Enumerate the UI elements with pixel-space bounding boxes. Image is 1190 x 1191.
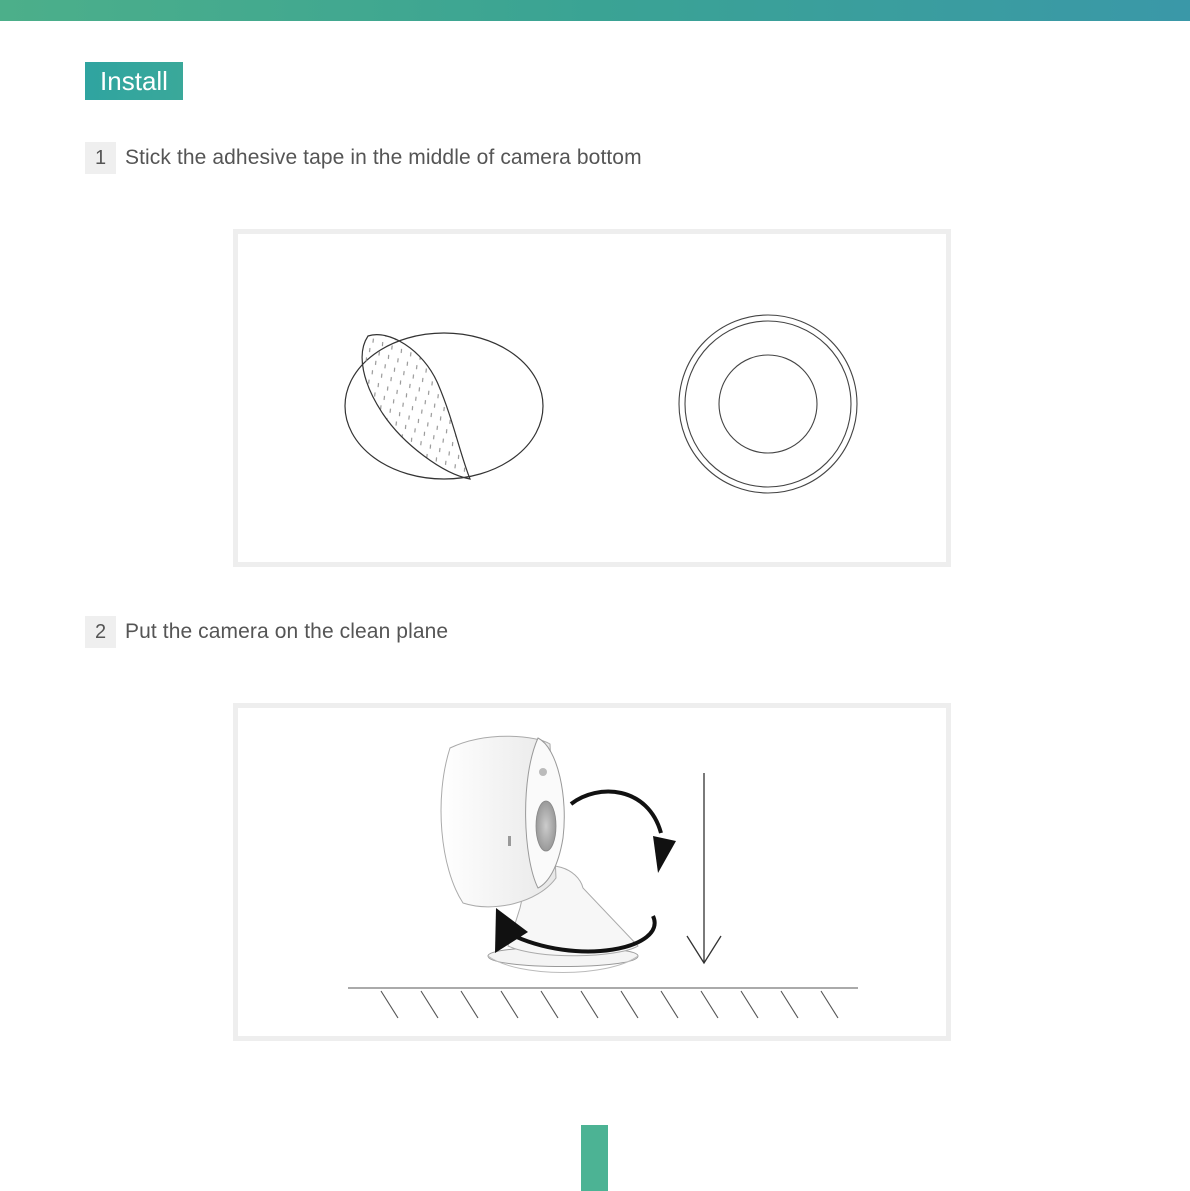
page-marker-tab xyxy=(581,1125,608,1191)
figure-adhesive-tape xyxy=(233,229,951,567)
step-instruction: Stick the adhesive tape in the middle of camera bottom xyxy=(125,146,642,169)
adhesive-tape-peel-icon xyxy=(345,333,543,479)
ground-plane-icon xyxy=(348,988,858,1018)
step-number: 2 xyxy=(85,616,116,648)
camera-on-base-icon xyxy=(441,736,638,972)
step-2 xyxy=(85,616,448,648)
section-title-badge: Install xyxy=(85,62,183,100)
header-gradient-bar xyxy=(0,0,1190,21)
figure-camera-placement xyxy=(233,703,951,1041)
step-instruction: Put the camera on the clean plane xyxy=(125,620,449,643)
step-1 xyxy=(85,142,642,174)
step-number: 1 xyxy=(85,142,116,174)
camera-bottom-rings-icon xyxy=(679,315,857,493)
down-arrow-icon xyxy=(687,773,721,963)
